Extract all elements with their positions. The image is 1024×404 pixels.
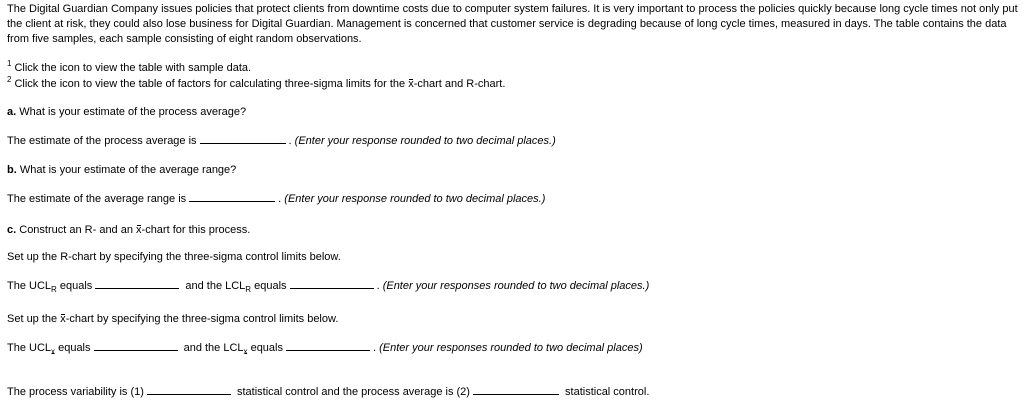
rchart-limits-row: The $UCL_R$ equals and the $LCL_R$ equals . (Enter your responses rounded to two decimal places.) [7,280,650,295]
ucl-r-input[interactable] [95,287,179,289]
note-factors-text-pre: Click the icon to view the table of factors for calculating three-sigma limits for the [14,78,409,90]
lcl-r-label [185,280,287,295]
xbar-symbol: x [136,224,142,236]
problem-intro: The Digital Guardian Company issues policies that protect clients from downtime costs due to computer system failures. It is very important to process the policies quickly because long cycle times not only put the client at risk, they could also lose business for Digital Guardian. Management is concerned that customer service is degrading because of long cycle times, measured in days. The table contains the data from five samples, each sample consisting of eight random observations. [7,3,1018,45]
question-a [7,106,246,118]
note-factors-text[interactable] [14,78,505,90]
conclusion-row [7,386,649,398]
lcl-x-input[interactable] [286,349,370,351]
rchart-hint: (Enter your responses rounded to two decimal places.) [382,280,650,292]
variability-dropdown[interactable] [147,393,231,395]
lcl-x-label: and the LCLx equals [183,342,283,357]
ucl-x-label-post: equals [55,342,91,354]
conclusion-pre: The process variability is (1) [7,386,144,398]
question-b [7,164,236,176]
lcl-r-label-pre: and the LCL [185,280,246,292]
answer-b-hint: (Enter your response rounded to two decimal places.) [284,193,546,205]
ucl-r-label [7,280,93,295]
question-c [7,224,250,236]
xchart-setup-pre: Set up the [7,313,61,325]
question-b-text: What is your estimate of the average range? [16,164,237,176]
note-factors-table [7,75,506,90]
note-sample-data [7,59,252,74]
xchart-hint: (Enter your responses rounded to two decimal places) [379,342,643,354]
note-factors-text-post: -chart and R-chart. [413,78,506,90]
question-a-text: What is your estimate of the process average? [16,106,247,118]
lcl-r-subscript: R [245,285,252,295]
ucl-r-label-post: equals [56,280,93,292]
lcl-x-label-post: equals [247,342,283,354]
xchart-setup-text [7,313,338,325]
xchart-limits-row: The UCLx equals and the LCLx equals . (Enter your responses rounded to two decimal places) [7,342,643,357]
answer-b-row: The estimate of the average range is . (Enter your response rounded to two decimal places.) [7,193,546,205]
lcl-r-label-post: equals [251,280,287,292]
average-dropdown[interactable] [473,393,559,395]
question-a-label: a. [7,106,17,118]
xchart-setup-post: -chart by specifying the three-sigma control limits below. [65,313,339,325]
answer-a-row: The estimate of the process average is . (Enter your response rounded to two decimal places.) [7,135,556,147]
question-c-text-post: -chart for this process. [141,224,251,236]
note-sample-data-text[interactable]: Click the icon to view the table with sample data. [14,62,252,74]
question-b-label: b. [7,164,17,176]
footnote-2-number: 2 [7,75,12,85]
ucl-x-label: The UCLx equals [7,342,91,357]
footnote-1-number: 1 [7,59,12,69]
lcl-r-input[interactable] [290,287,374,289]
answer-b-prompt: The estimate of the average range is [7,193,187,205]
rchart-setup-text: Set up the R-chart by specifying the three-sigma control limits below. [7,251,341,263]
process-average-input[interactable] [200,142,286,144]
conclusion-mid: statistical control and the process average is (2) [237,386,470,398]
answer-a-prompt: The estimate of the process average is [7,135,197,147]
xbar-symbol: x [408,78,414,90]
conclusion-post: statistical control. [565,386,650,398]
question-c-label: c. [7,224,17,236]
ucl-r-subscript: R [51,285,57,295]
lcl-x-label-pre: and the LCL [183,342,244,354]
xbar-symbol: x [60,313,66,325]
average-range-input[interactable] [189,200,275,202]
ucl-x-label-pre: The UCL [7,342,52,354]
answer-a-hint: (Enter your response rounded to two decimal places.) [294,135,556,147]
ucl-r-label-pre: The UCL [7,280,52,292]
ucl-x-input[interactable] [94,349,178,351]
question-c-text-pre: Construct an R- and an [16,224,137,236]
